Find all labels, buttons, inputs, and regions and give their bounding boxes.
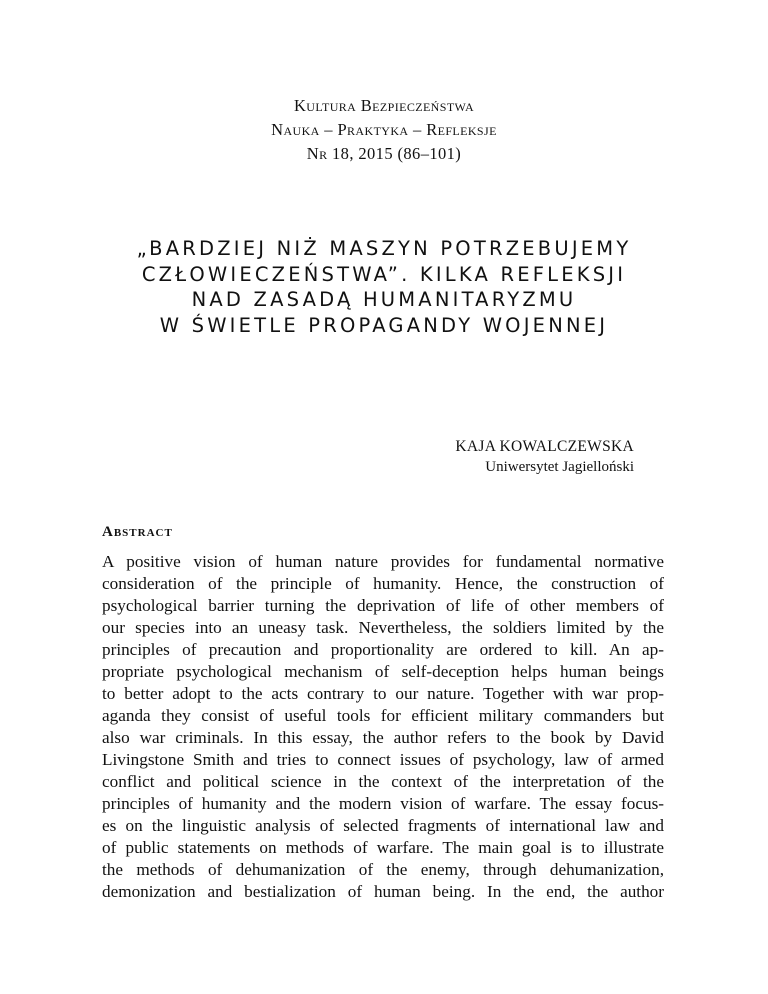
abstract-heading: Abstract — [102, 524, 173, 540]
abstract-line: of public statements on methods of warfare. The main goal is to illustrate — [102, 838, 664, 857]
abstract-line: principles of humanity and the modern vision of warfare. The essay focus- — [102, 794, 664, 813]
title-line: „BARDZIEJ NIŻ MASZYN POTRZEBUJEMY — [136, 237, 632, 260]
abstract-line: conflict and political science in the context of the interpretation of the — [102, 772, 664, 791]
abstract-line: our species into an uneasy task. Nevertheless, the soldiers limited by the — [102, 618, 664, 637]
author-block — [455, 437, 634, 477]
abstract-body — [102, 551, 664, 903]
journal-title: Kultura Bezpieczeństwa — [293, 96, 475, 115]
abstract-line: the methods of dehumanization of the enemy, through dehumanization, — [102, 860, 664, 879]
abstract-line: also war criminals. In this essay, the author refers to the book by David — [102, 728, 664, 747]
abstract-line: Livingstone Smith and tries to connect issues of psychology, law of armed — [102, 750, 664, 769]
article-title — [0, 236, 768, 338]
abstract-line: to better adopt to the acts contrary to our nature. Together with war prop- — [102, 684, 664, 703]
title-line: W ŚWIETLE PROPAGANDY WOJENNEJ — [159, 313, 609, 337]
journal-issue: Nr 18, 2015 (86–101) — [306, 144, 462, 163]
journal-header — [0, 94, 768, 166]
abstract-line: aganda they consist of useful tools for efficient military commanders but — [102, 706, 664, 725]
abstract-line: psychological barrier turning the deprivation of life of other members of — [102, 596, 664, 615]
title-line: NAD ZASADĄ HUMANITARYZMU — [191, 288, 577, 311]
abstract-line: demonization and bestialization of human being. In the end, the author — [102, 882, 664, 901]
title-line: CZŁOWIECZEŃSTWA”. KILKA REFLEKSJI — [141, 262, 627, 286]
abstract-line: A positive vision of human nature provides for fundamental normative — [102, 552, 664, 571]
abstract-line: principles of precaution and proportionality are ordered to kill. An ap- — [102, 640, 664, 659]
author-affiliation: Uniwersytet Jagielloński — [485, 459, 634, 475]
author-name: KAJA KOWALCZEWSKA — [455, 438, 634, 455]
abstract-line: propriate psychological mechanism of self-deception helps human beings — [102, 662, 664, 681]
abstract-line: es on the linguistic analysis of selected fragments of international law and — [102, 816, 664, 835]
journal-subtitle: Nauka – Praktyka – Refleksje — [271, 120, 497, 139]
abstract-line: consideration of the principle of humanity. Hence, the construction of — [102, 574, 664, 593]
